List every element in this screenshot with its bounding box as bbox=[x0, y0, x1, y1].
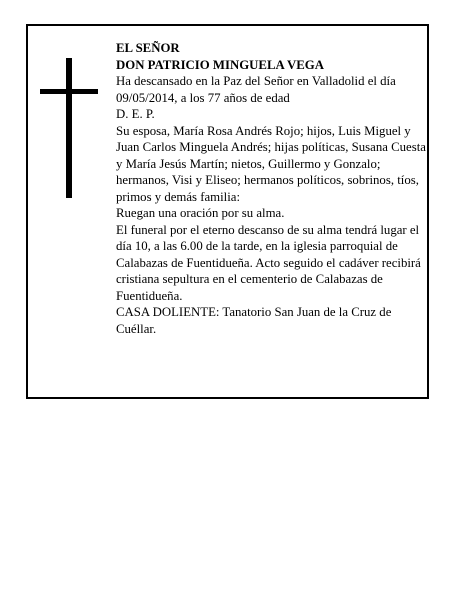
rip-line: D. E. P. bbox=[116, 107, 155, 121]
obituary-text bbox=[116, 40, 426, 337]
cross-icon bbox=[40, 58, 98, 198]
death-announcement: Ha descansado en la Paz del Señor en Valladolid el día 09/05/2014, a los 77 años de edad bbox=[116, 74, 396, 105]
funeral-details: El funeral por el eterno descanso de su alma tendrá lugar el día 10, a las 6.00 de la tarde, en la iglesia parroquial de Calabazas de Fuentidueña. Acto seguido el cadáver recibirá cristiana sepultura en el cementerio de Calabazas de Fuentidueña. bbox=[116, 222, 421, 303]
prayer-request: Ruegan una oración por su alma. bbox=[116, 206, 285, 220]
mourning-house: CASA DOLIENTE: Tanatorio San Juan de la Cruz de Cuéllar. bbox=[116, 305, 392, 336]
cross-horizontal-bar bbox=[40, 89, 98, 94]
honorific: EL SEÑOR bbox=[116, 41, 180, 55]
family-list: Su esposa, María Rosa Andrés Rojo; hijos, Luis Miguel y Juan Carlos Minguela Andrés; hijas políticas, Susana Cuesta y María Jesús Martín; nietos, Guillermo y Gonzalo; hermanos, Visi y Eliseo; hermanos políticos, sobrinos, tíos, primos y demás familia: bbox=[116, 123, 426, 204]
cross-vertical-bar bbox=[66, 58, 72, 198]
deceased-name: DON PATRICIO MINGUELA VEGA bbox=[116, 57, 324, 72]
obituary-notice bbox=[26, 24, 429, 399]
